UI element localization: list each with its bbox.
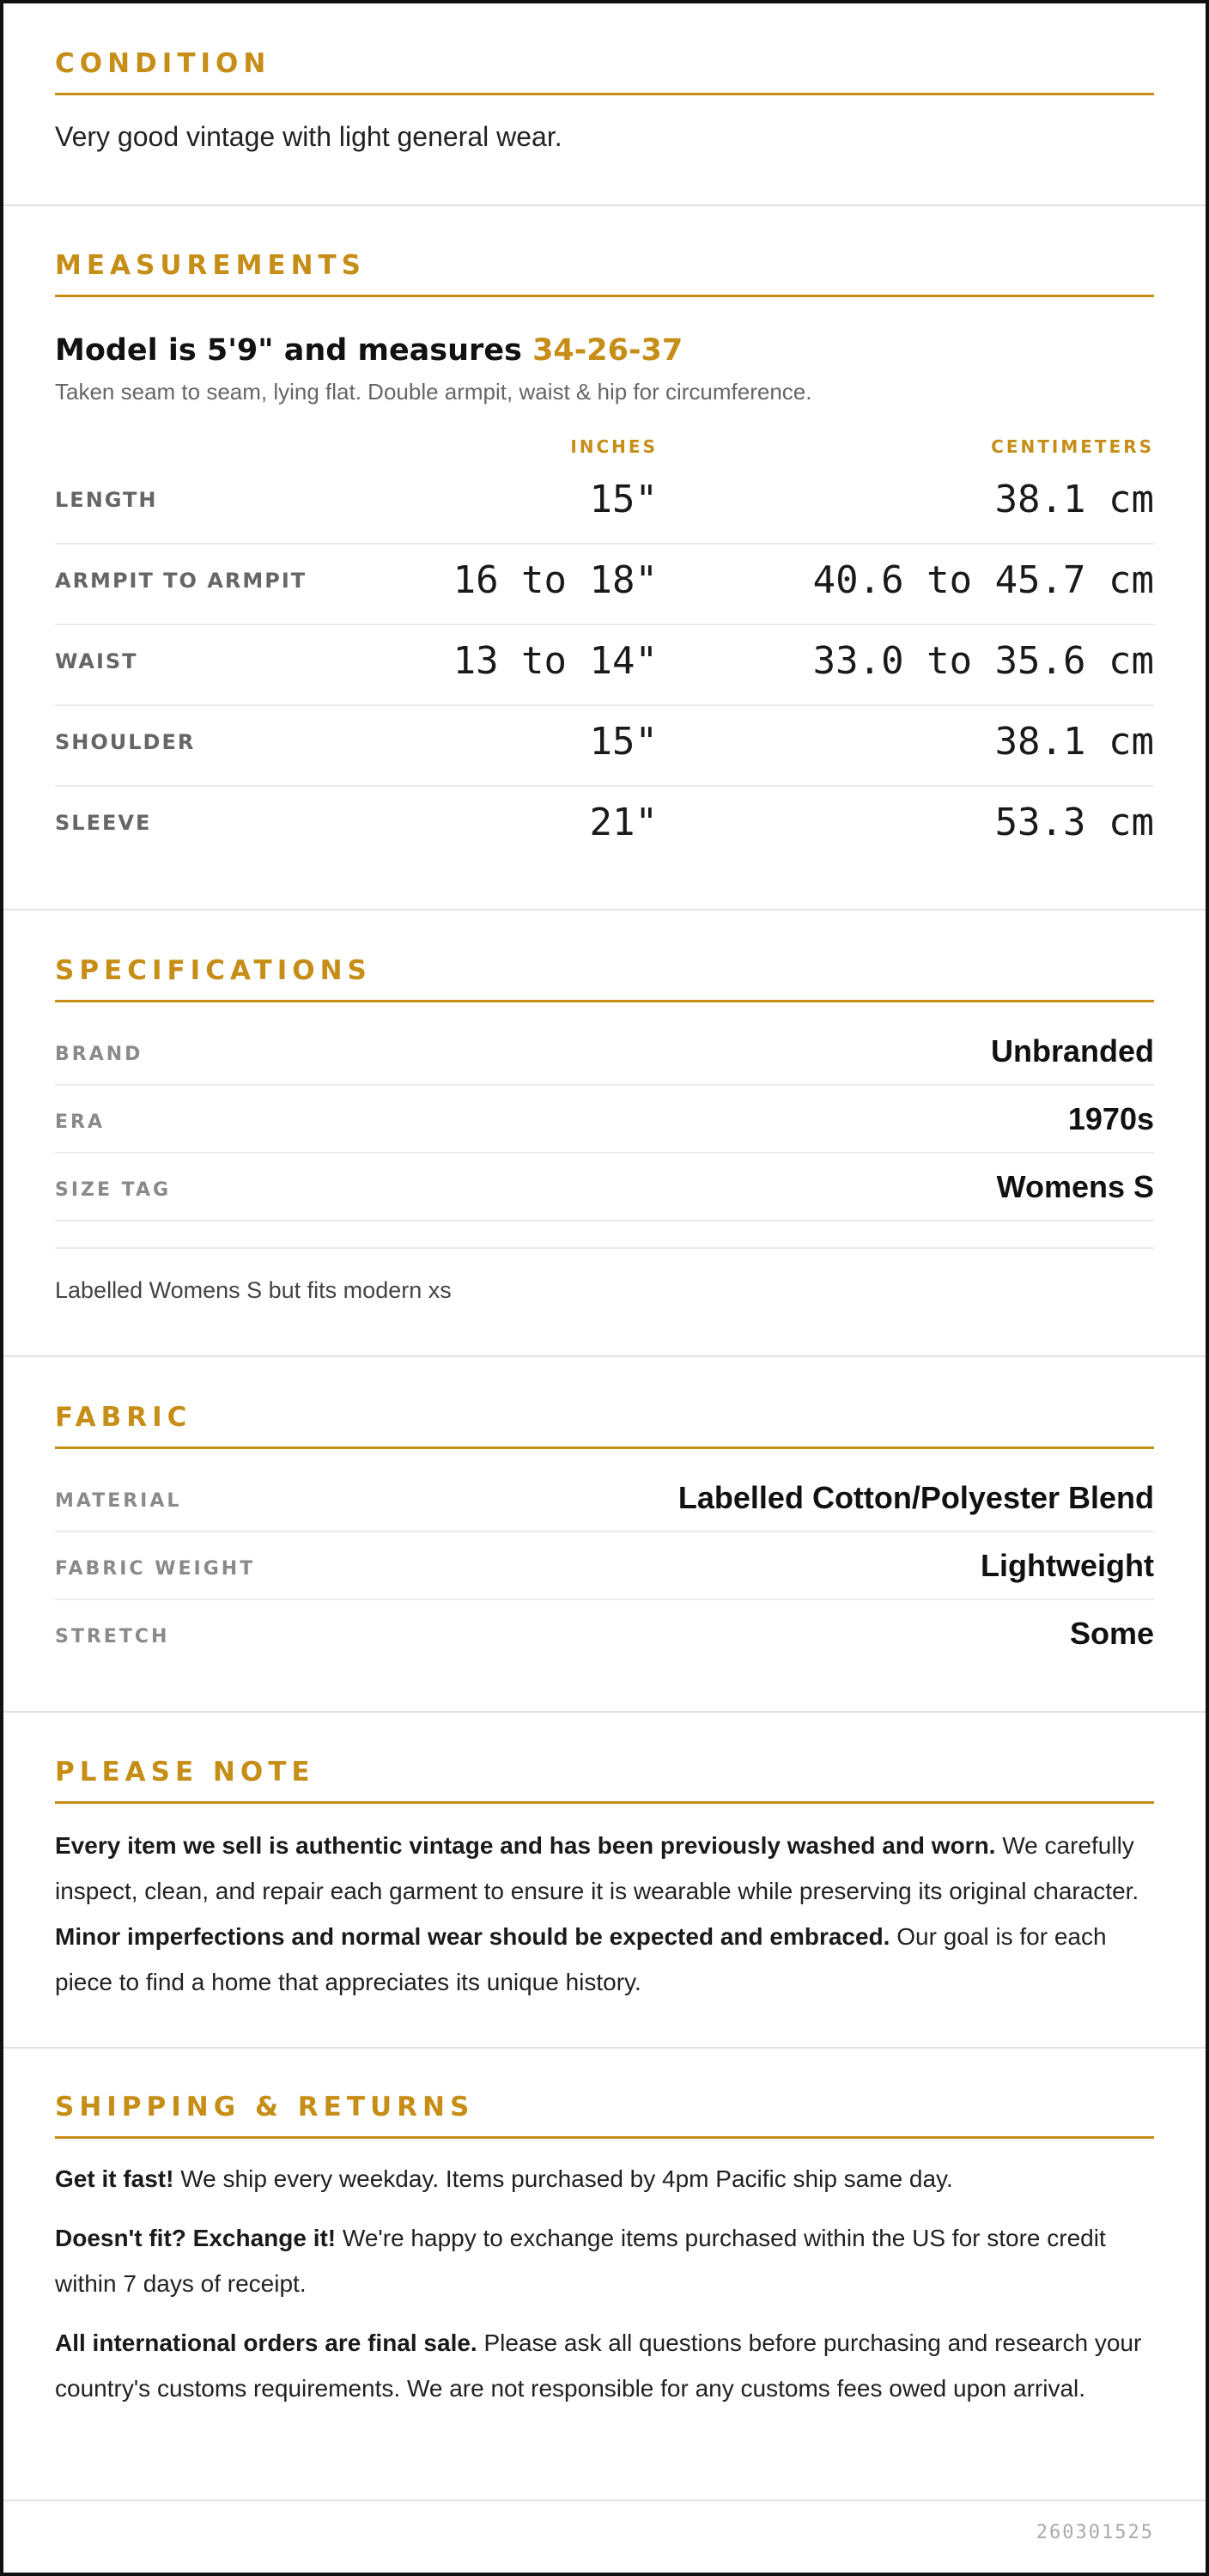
fabric-row-stretch bbox=[55, 1600, 1154, 1666]
shipping-bold-3: All international orders are final sale. bbox=[55, 2329, 477, 2356]
shipping-paragraph-1 bbox=[55, 2156, 1154, 2201]
shipping-bold-1: Get it fast! bbox=[55, 2165, 174, 2192]
spec-key: BRAND bbox=[55, 1044, 143, 1065]
fabric-heading: FABRIC bbox=[55, 1400, 1154, 1449]
measurement-row bbox=[55, 706, 1154, 787]
item-code: 260301525 bbox=[1036, 2522, 1154, 2543]
column-header-centimeters: CENTIMETERS bbox=[991, 436, 1154, 457]
spec-key: ERA bbox=[55, 1111, 105, 1133]
fabric-row-material bbox=[55, 1465, 1154, 1532]
spec-row-size-tag bbox=[55, 1154, 1154, 1221]
measurements-table-header bbox=[55, 426, 1154, 464]
measurements-table bbox=[55, 426, 1154, 866]
fabric-value: Labelled Cotton/Polyester Blend bbox=[677, 1480, 1154, 1515]
condition-heading: CONDITION bbox=[55, 46, 1154, 95]
measurement-inches: 15" bbox=[589, 478, 658, 521]
spec-row-brand bbox=[55, 1018, 1154, 1086]
measurements-heading: MEASUREMENTS bbox=[55, 248, 1154, 297]
section-divider bbox=[3, 909, 1206, 910]
section-divider bbox=[3, 2047, 1206, 2049]
measurement-label: SHOULDER bbox=[55, 730, 196, 754]
measurement-inches: 15" bbox=[589, 720, 658, 764]
shipping-heading: SHIPPING & RETURNS bbox=[55, 2090, 1154, 2139]
measurement-inches: 13 to 14" bbox=[453, 639, 658, 683]
fabric-section bbox=[3, 1400, 1206, 1666]
section-divider bbox=[3, 2500, 1206, 2501]
spec-value: Unbranded bbox=[990, 1033, 1154, 1069]
model-measures: 34-26-37 bbox=[532, 333, 683, 368]
fabric-key: MATERIAL bbox=[55, 1490, 182, 1512]
measurement-row bbox=[55, 787, 1154, 866]
shipping-text-3: Please ask all questions before purchasing and research your country's customs requirements. We are not responsible for any customs fees owed upon arrival. bbox=[55, 2329, 1142, 2402]
measurement-label: SLEEVE bbox=[55, 811, 152, 835]
measurement-centimeters: 33.0 to 35.6 cm bbox=[812, 639, 1154, 683]
measurement-centimeters: 53.3 cm bbox=[994, 801, 1154, 844]
measurement-label: WAIST bbox=[55, 649, 138, 673]
spec-value: 1970s bbox=[1067, 1101, 1154, 1136]
spec-note-separator bbox=[55, 1221, 1154, 1249]
shipping-section bbox=[3, 2090, 1206, 2411]
please-note-text bbox=[55, 1823, 1154, 2005]
measurement-inches: 16 to 18" bbox=[453, 558, 658, 602]
condition-section bbox=[3, 46, 1206, 160]
measurements-section bbox=[3, 248, 1206, 866]
spec-key: SIZE TAG bbox=[55, 1179, 172, 1201]
please-note-heading: PLEASE NOTE bbox=[55, 1755, 1154, 1804]
column-header-inches: INCHES bbox=[570, 436, 658, 457]
specifications-list bbox=[55, 1018, 1154, 1313]
section-divider bbox=[3, 204, 1206, 206]
measurement-centimeters: 40.6 to 45.7 cm bbox=[812, 558, 1154, 602]
fabric-key: STRETCH bbox=[55, 1626, 170, 1647]
spec-value: Womens S bbox=[996, 1169, 1154, 1204]
spec-row-era bbox=[55, 1086, 1154, 1154]
section-divider bbox=[3, 1711, 1206, 1713]
please-note-section bbox=[3, 1755, 1206, 2005]
shipping-text-1: We ship every weekday. Items purchased by 4pm Pacific ship same day. bbox=[173, 2165, 953, 2192]
measurement-label: LENGTH bbox=[55, 488, 158, 512]
specifications-section bbox=[3, 953, 1206, 1313]
measurement-row bbox=[55, 625, 1154, 706]
measurement-centimeters: 38.1 cm bbox=[994, 478, 1154, 521]
measurement-inches: 21" bbox=[589, 801, 658, 844]
fabric-list bbox=[55, 1465, 1154, 1666]
spec-note: Labelled Womens S but fits modern xs bbox=[55, 1277, 452, 1303]
shipping-paragraph-2 bbox=[55, 2215, 1154, 2306]
shipping-bold-2: Doesn't fit? Exchange it! bbox=[55, 2225, 337, 2251]
measurement-label: ARMPIT TO ARMPIT bbox=[55, 569, 307, 593]
measurement-centimeters: 38.1 cm bbox=[994, 720, 1154, 764]
specifications-heading: SPECIFICATIONS bbox=[55, 953, 1154, 1002]
measurement-row bbox=[55, 464, 1154, 545]
fabric-key: FABRIC WEIGHT bbox=[55, 1558, 256, 1580]
measurement-row bbox=[55, 545, 1154, 625]
shipping-paragraph-3 bbox=[55, 2320, 1154, 2411]
condition-text: Very good vintage with light general wear. bbox=[55, 121, 562, 152]
fabric-row-weight bbox=[55, 1532, 1154, 1600]
fabric-value: Some bbox=[1069, 1616, 1154, 1651]
model-line bbox=[55, 330, 1154, 371]
please-note-text-1: We carefully inspect, clean, and repair each garment to ensure it is wearable while preserving its original character. bbox=[55, 1832, 1139, 1904]
please-note-text-2: Our goal is for each piece to find a home that appreciates its unique history. bbox=[55, 1923, 1107, 1995]
model-line-prefix: Model is 5'9" and measures bbox=[55, 333, 533, 368]
shipping-text-2: We're happy to exchange items purchased within the US for store credit within 7 days of receipt. bbox=[55, 2225, 1106, 2297]
measurements-subtitle: Taken seam to seam, lying flat. Double armpit, waist & hip for circumference. bbox=[55, 379, 812, 405]
fabric-value: Lightweight bbox=[981, 1548, 1154, 1583]
please-note-bold-2: Minor imperfections and normal wear should be expected and embraced. bbox=[55, 1923, 890, 1950]
please-note-bold-1: Every item we sell is authentic vintage and has been previously washed and worn. bbox=[55, 1832, 996, 1859]
section-divider bbox=[3, 1355, 1206, 1357]
